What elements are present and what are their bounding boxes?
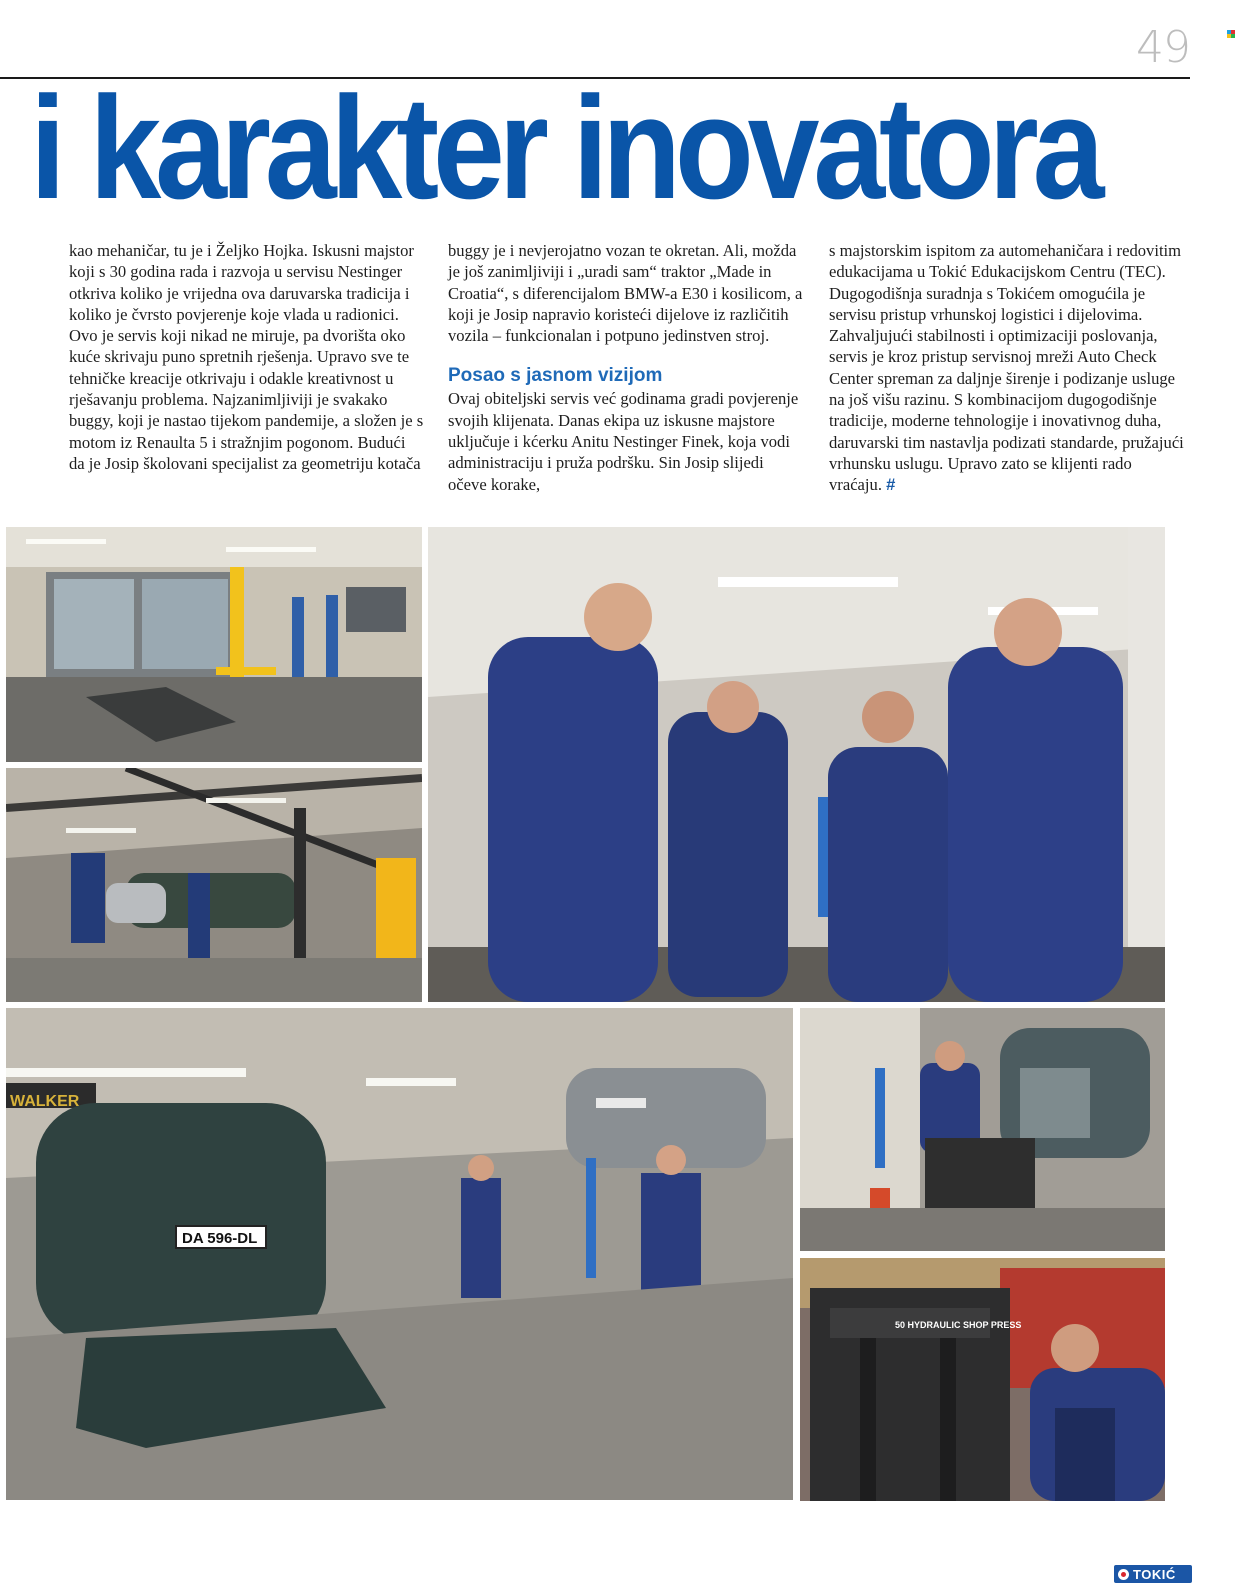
headline: i karakter inovatora <box>30 66 1099 229</box>
logo-text: TOKIĆ <box>1133 1566 1176 1582</box>
article-column-2 <box>448 240 804 495</box>
photo-empty-workshop <box>6 527 422 762</box>
article-column-3 <box>829 240 1185 496</box>
photo-car-repair-floor <box>6 1008 793 1500</box>
photo-hydraulic-press <box>800 1258 1165 1501</box>
paragraph: buggy je i nevjerojatno vozan te okretan. Ali, možda je još zanimljiviji i „uradi sam“ traktor „Made in Croatia“, s diferencijalom BMW-a E30 i kosilicom, a koji je Josip napravio koristeći dijelove iz različitih vozila – funkcionalan i potpuno jedinstven stroj. <box>448 241 803 346</box>
photo-mechanic-tool-cart <box>800 1008 1165 1251</box>
press-label: 50 HYDRAULIC SHOP PRESS <box>895 1320 1022 1330</box>
paragraph: Ovaj obiteljski servis već godinama gradi povjerenje svojih klijenata. Danas ekipa uz iskusne majstore uključuje i kćerku Anitu Nestinger Finek, koja vodi administraciju i pruža podršku. Sin Josip slijedi očeve korake, <box>448 389 799 494</box>
page-number: 49 <box>1136 22 1190 73</box>
photo-team-portrait <box>428 527 1165 1002</box>
color-registration-mark <box>1227 30 1235 38</box>
paragraph: kao mehaničar, tu je i Željko Hojka. Iskusni majstor koji s 30 godina rada i razvoja u servisu Nestinger otkriva koliko je vrijedna ova daruvarska tradicija i koliko je čvrsto povjerenje koje vlada u radionici. <box>69 241 414 324</box>
article-column-1 <box>69 240 425 474</box>
tokic-logo <box>1114 1565 1192 1583</box>
license-plate: DA 596-DL <box>182 1230 258 1247</box>
wall-sign: WALKER <box>10 1093 80 1110</box>
paragraph: Ovo je servis koji nikad ne miruje, pa dvorišta oko kuće skrivaju puno spretnih rješenja. Upravo sve te tehničke kreacije otkrivaju i odakle kreativnost u rješavanju problema. Najzanimljiviji je svakako buggy, koji je nastao tijekom pandemije, a složen je s motom iz Renaulta 5 i stražnjim pogonom. Budući da je Josip školovani specijalist za geometriju kotača <box>69 326 424 473</box>
photo-workshop-lift <box>6 768 422 1002</box>
paragraph: s majstorskim ispitom za automehaničara i redovitim edukacijama u Tokić Edukacijskom Centru (TEC). <box>829 241 1182 282</box>
section-subheading: Posao s jasnom vizijom <box>448 365 663 387</box>
logo-dot-icon <box>1118 1569 1129 1580</box>
end-mark: # <box>886 475 896 495</box>
paragraph <box>829 283 1185 496</box>
paragraph-text: Dugogodišnja suradnja s Tokićem omogućila je servisu pristup vrhunskoj logistici i dijelovima. Zahvaljujući stabilnosti i optimizaciji poslovanja, servis je kroz pristup servisnoj mreži Auto Check Center spreman za daljnje širenje i podizanje usluge na još višu razinu. S kombinacijom dugogodišnje tradicije, moderne tehnologije i inovativnog duha, daruvarski tim nastavlja podizati standarde, pružajući vrhunsku uslugu. Upravo zato se klijenti rado vraćaju. <box>829 283 1184 495</box>
